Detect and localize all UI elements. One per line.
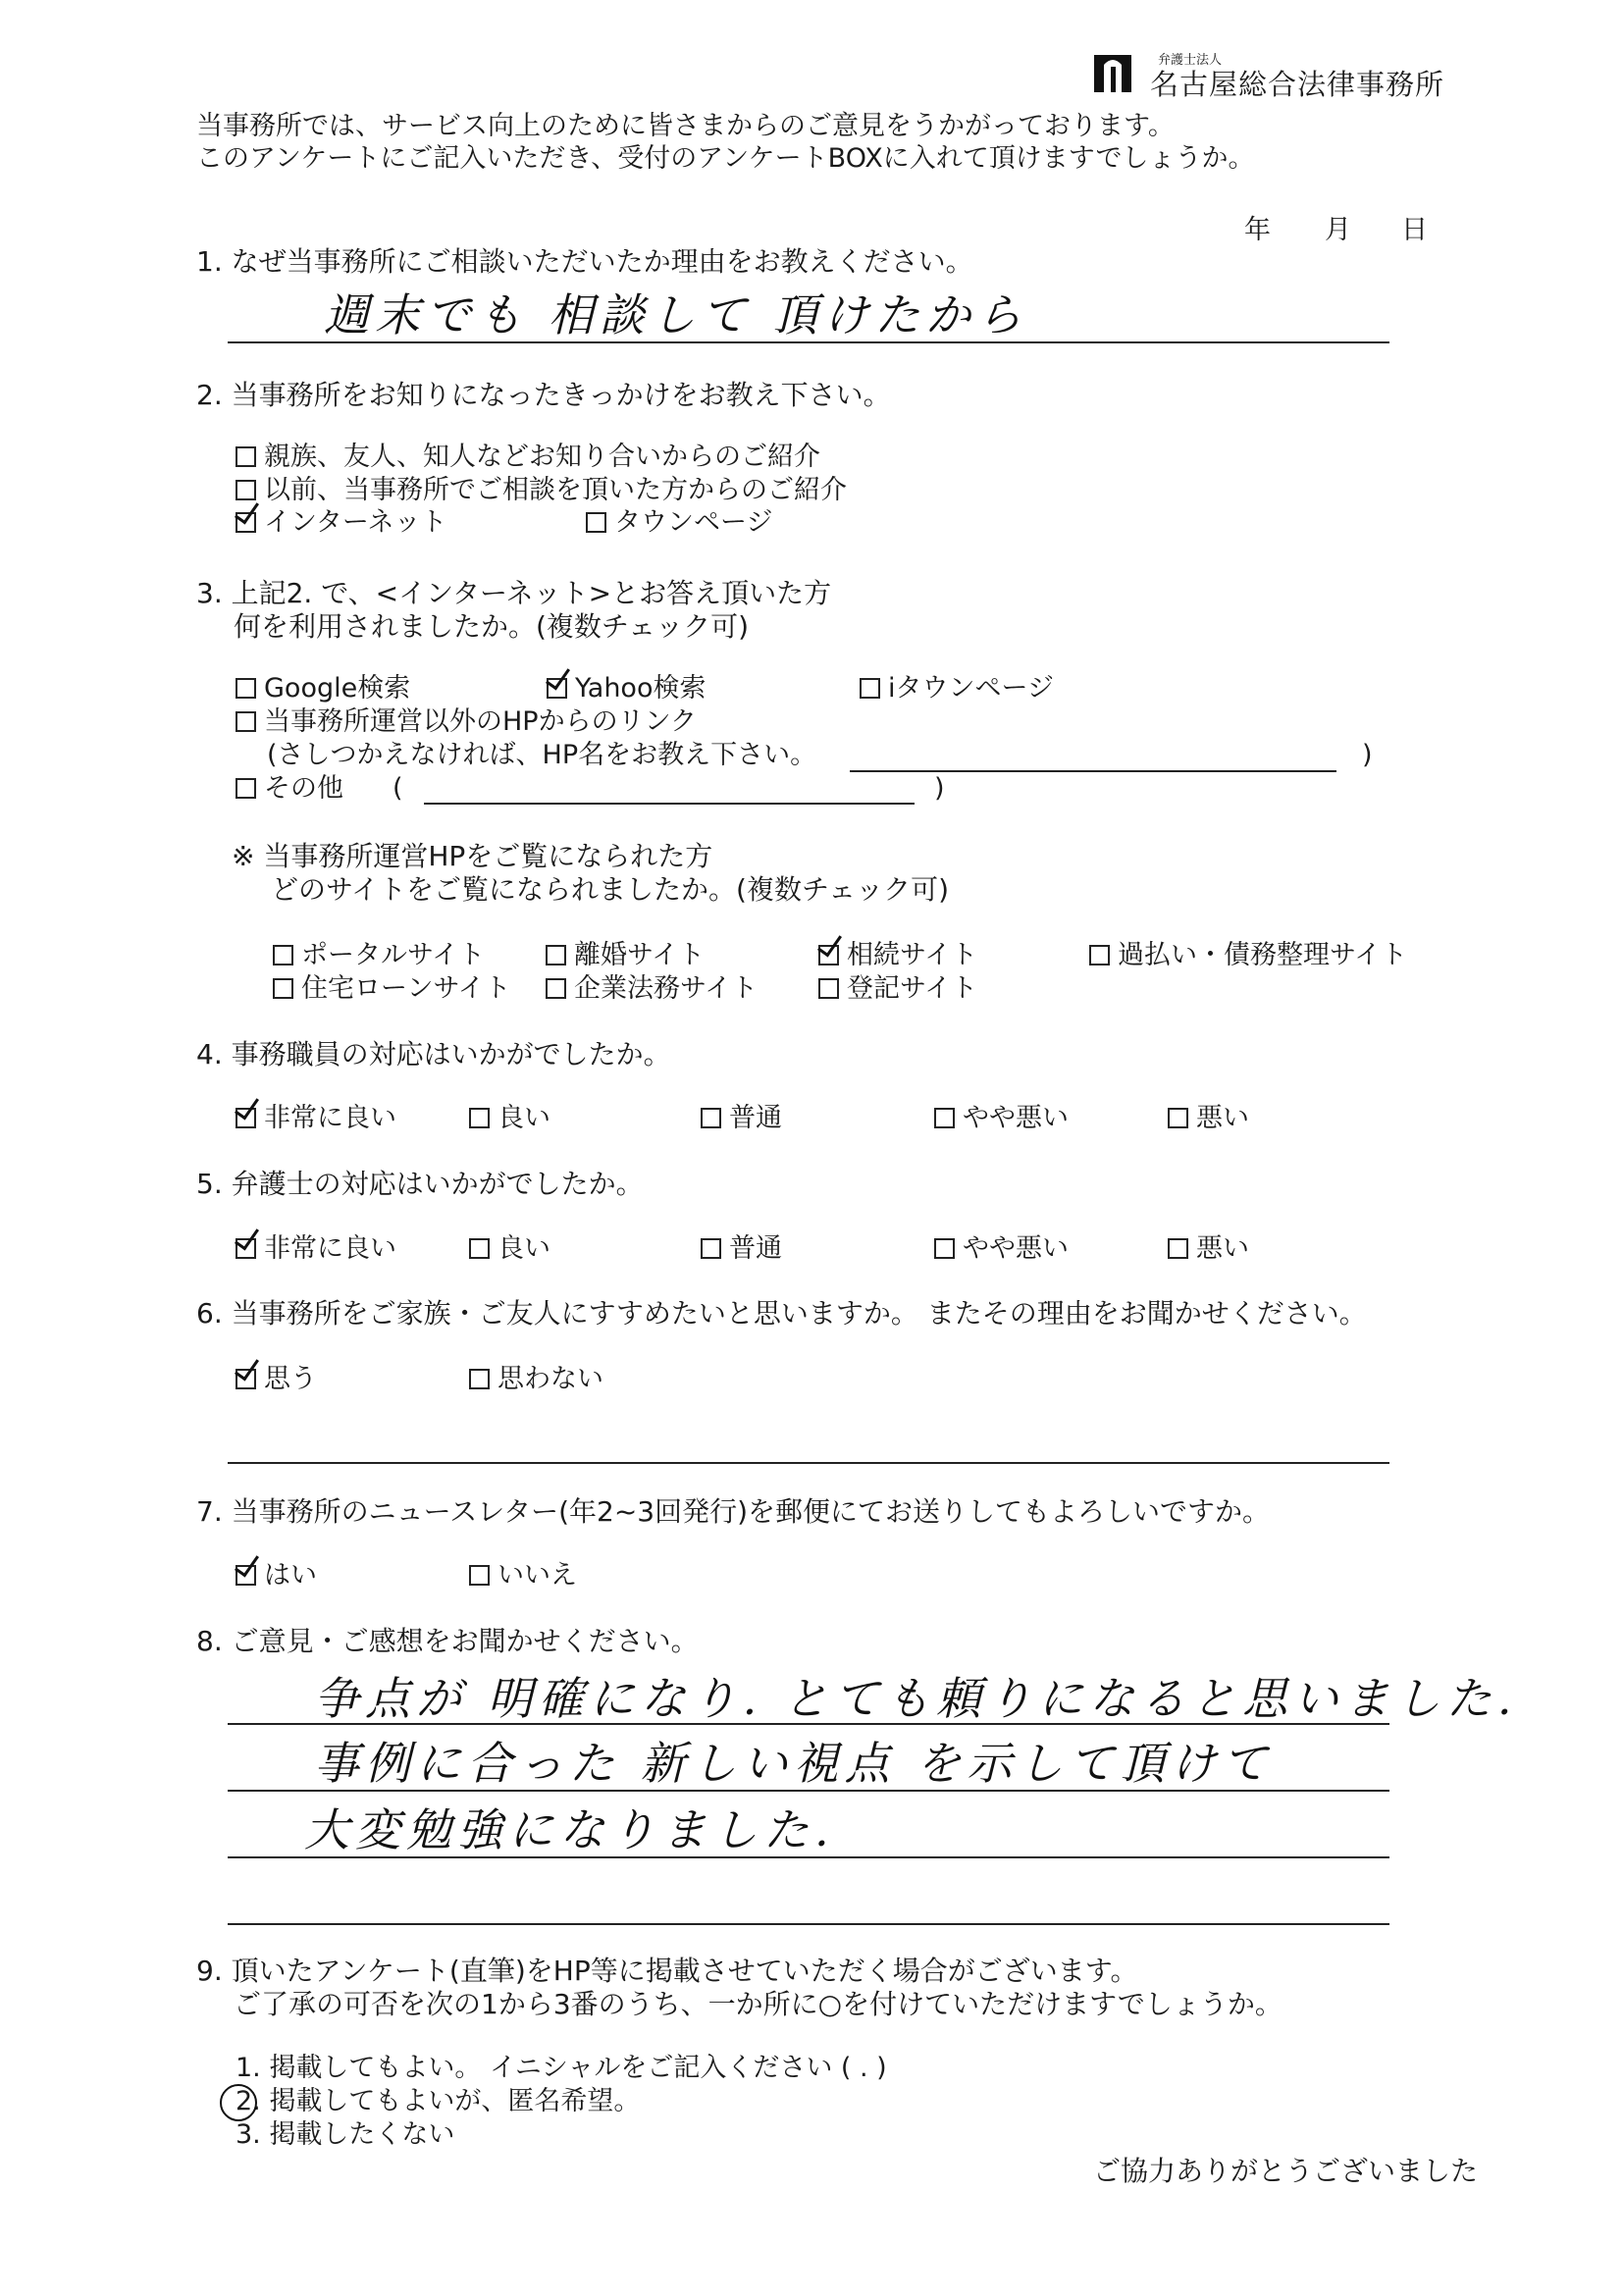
q3-option-external-link[interactable]: 当事務所運営以外のHPからのリンク <box>236 706 697 738</box>
q2-option-townpage[interactable]: タウンページ <box>586 507 772 539</box>
check-mark-icon <box>235 1224 259 1251</box>
q6-option-yes[interactable]: 思う <box>236 1364 317 1395</box>
date-day-label: 日 <box>1401 215 1428 245</box>
q8-answer-line-3[interactable]: 大変勉強になりました. <box>304 1803 835 1856</box>
q3-other-paren-open: ( <box>393 773 403 804</box>
checkbox[interactable] <box>934 1108 955 1128</box>
checkbox[interactable] <box>1168 1108 1188 1128</box>
checkbox[interactable] <box>236 480 256 500</box>
checkbox-checked[interactable] <box>236 512 256 533</box>
check-mark-icon <box>546 663 570 691</box>
q2-option-acquaintance[interactable]: 親族、友人、知人などお知り合いからのご紹介 <box>236 442 820 473</box>
q3-option-itownpage[interactable]: iタウンページ <box>860 673 1054 704</box>
q3-site-portal[interactable]: ポータルサイト <box>273 940 485 971</box>
question-1-label: 1. なぜ当事務所にご相談いただいたか理由をお教えください。 <box>196 245 973 278</box>
question-6-label: 6. 当事務所をご家族・ご友人にすすめたいと思いますか。 またその理由をお聞かせください。 <box>196 1297 1367 1330</box>
date-year-label: 年 <box>1244 215 1271 245</box>
q4-option-good[interactable]: 良い <box>469 1103 550 1134</box>
q5-option-bad[interactable]: 悪い <box>1168 1233 1249 1265</box>
checkbox[interactable] <box>1089 945 1110 965</box>
q8-rule-1 <box>228 1723 1389 1725</box>
question-8-label: 8. ご意見・ご感想をお聞かせください。 <box>196 1625 699 1657</box>
check-mark-icon <box>817 930 842 958</box>
q4-option-normal[interactable]: 普通 <box>701 1103 782 1134</box>
q8-answer-line-2[interactable]: 事例に合った 新しい視点 を示して頂けて <box>314 1737 1274 1790</box>
q3-option-other[interactable]: その他 <box>236 773 343 805</box>
question-9-label-2: ご了承の可否を次の1から3番のうち、一か所に○を付けていただけますでしょうか。 <box>234 1988 1283 2020</box>
checkbox-checked[interactable] <box>818 945 839 965</box>
q9-option-2[interactable]: 2. 掲載してもよいが、匿名希望。 <box>236 2086 641 2116</box>
footer-thanks: ご協力ありがとうございました <box>1093 2155 1479 2187</box>
q4-option-somewhat-bad[interactable]: やや悪い <box>934 1103 1069 1134</box>
checkbox[interactable] <box>546 945 566 965</box>
office-name: 名古屋総合法律事務所 <box>1150 68 1445 101</box>
q6-reason-line[interactable] <box>228 1462 1389 1464</box>
question-4-label: 4. 事務職員の対応はいかがでしたか。 <box>196 1038 671 1070</box>
checkbox-checked[interactable] <box>236 1369 256 1389</box>
q3-site-inheritance[interactable]: 相続サイト <box>818 940 977 971</box>
checkbox[interactable] <box>469 1108 490 1128</box>
checkbox[interactable] <box>586 512 606 533</box>
date-month-label: 月 <box>1325 215 1351 245</box>
q3-note-1: ※ 当事務所運営HPをご覧になられた方 <box>232 840 713 872</box>
checkbox[interactable] <box>469 1565 490 1586</box>
q3-option-google[interactable]: Google検索 <box>236 673 410 704</box>
q3-site-corporate[interactable]: 企業法務サイト <box>546 973 758 1005</box>
q6-option-no[interactable]: 思わない <box>469 1364 603 1395</box>
q9-option-1[interactable]: 1. 掲載してもよい。 イニシャルをご記入ください ( . ) <box>236 2053 887 2083</box>
checkbox[interactable] <box>701 1238 721 1259</box>
checkbox[interactable] <box>860 678 880 699</box>
q7-option-yes[interactable]: はい <box>236 1560 317 1592</box>
checkbox[interactable] <box>701 1108 721 1128</box>
checkbox[interactable] <box>934 1238 955 1259</box>
check-mark-icon <box>235 1093 259 1121</box>
checkbox-checked[interactable] <box>236 1238 256 1259</box>
q3-link-paren-close: ) <box>1362 740 1373 770</box>
checkbox[interactable] <box>469 1238 490 1259</box>
q8-answer-line-1[interactable]: 争点が 明確になり. とても頼りになると思いました. <box>314 1672 1518 1725</box>
question-3-label-1: 3. 上記2. で、<インターネット>とお答え頂いた方 <box>196 577 832 609</box>
q3-note-2: どのサイトをご覧になられましたか。(複数チェック可) <box>271 873 950 906</box>
q4-option-very-good[interactable]: 非常に良い <box>236 1103 396 1134</box>
q3-other-paren-close: ) <box>934 773 945 804</box>
q3-site-debt[interactable]: 過払い・債務整理サイト <box>1089 940 1407 971</box>
q4-option-bad[interactable]: 悪い <box>1168 1103 1249 1134</box>
question-1-answer[interactable]: 週末でも 相談して 頂けたから <box>324 288 1028 341</box>
checkbox[interactable] <box>273 945 293 965</box>
q3-site-housing-loan[interactable]: 住宅ローンサイト <box>273 973 511 1005</box>
q5-option-normal[interactable]: 普通 <box>701 1233 782 1265</box>
question-5-label: 5. 弁護士の対応はいかがでしたか。 <box>196 1168 644 1200</box>
question-2-label: 2. 当事務所をお知りになったきっかけをお教え下さい。 <box>196 379 891 411</box>
question-9-label-1: 9. 頂いたアンケート(直筆)をHP等に掲載させていただく場合がございます。 <box>196 1955 1138 1987</box>
q8-rule-2 <box>228 1790 1389 1792</box>
q3-link-name-line[interactable] <box>850 770 1336 772</box>
checkbox-checked[interactable] <box>236 1108 256 1128</box>
check-mark-icon <box>235 1354 259 1382</box>
q9-selected-circle <box>220 2084 257 2121</box>
q5-option-very-good[interactable]: 非常に良い <box>236 1233 396 1265</box>
question-7-label: 7. 当事務所のニュースレター(年2~3回発行)を郵便にてお送りしてもよろしいですか。 <box>196 1495 1271 1528</box>
checkbox-checked[interactable] <box>236 1565 256 1586</box>
check-mark-icon <box>235 1550 259 1578</box>
checkbox[interactable] <box>273 978 293 999</box>
checkbox[interactable] <box>236 711 256 732</box>
q7-option-no[interactable]: いいえ <box>469 1560 577 1592</box>
q2-option-past-client[interactable]: 以前、当事務所でご相談を頂いた方からのご紹介 <box>236 475 847 506</box>
q9-option-3[interactable]: 3. 掲載したくない <box>236 2119 455 2150</box>
q8-rule-3 <box>228 1856 1389 1858</box>
checkbox[interactable] <box>469 1369 490 1389</box>
checkbox[interactable] <box>818 978 839 999</box>
q2-option-internet[interactable]: インターネット <box>236 507 447 539</box>
office-type-label: 弁護士法人 <box>1158 53 1223 68</box>
q3-option-yahoo[interactable]: Yahoo検索 <box>547 673 706 704</box>
checkbox[interactable] <box>236 678 256 699</box>
checkbox[interactable] <box>236 778 256 799</box>
q5-option-good[interactable]: 良い <box>469 1233 550 1265</box>
intro-line-1: 当事務所では、サービス向上のために皆さまからのご意見をうかがっております。 <box>196 111 1175 141</box>
q8-rule-4 <box>228 1923 1389 1925</box>
question-3-label-2: 何を利用されましたか。(複数チェック可) <box>234 610 750 643</box>
office-logo-icon <box>1092 51 1133 94</box>
q3-other-line[interactable] <box>424 803 915 805</box>
q3-site-divorce[interactable]: 離婚サイト <box>546 940 705 971</box>
checkbox[interactable] <box>1168 1238 1188 1259</box>
checkbox[interactable] <box>236 446 256 467</box>
intro-line-2: このアンケートにご記入いただき、受付のアンケートBOXに入れて頂けますでしょうか。 <box>196 143 1255 174</box>
question-1-answer-line <box>228 341 1389 343</box>
checkbox[interactable] <box>546 978 566 999</box>
q5-option-somewhat-bad[interactable]: やや悪い <box>934 1233 1069 1265</box>
q3-site-registration[interactable]: 登記サイト <box>818 973 977 1005</box>
checkbox-checked[interactable] <box>547 678 567 699</box>
q3-link-note: (さしつかえなければ、HP名をお教え下さい。 <box>267 740 817 770</box>
